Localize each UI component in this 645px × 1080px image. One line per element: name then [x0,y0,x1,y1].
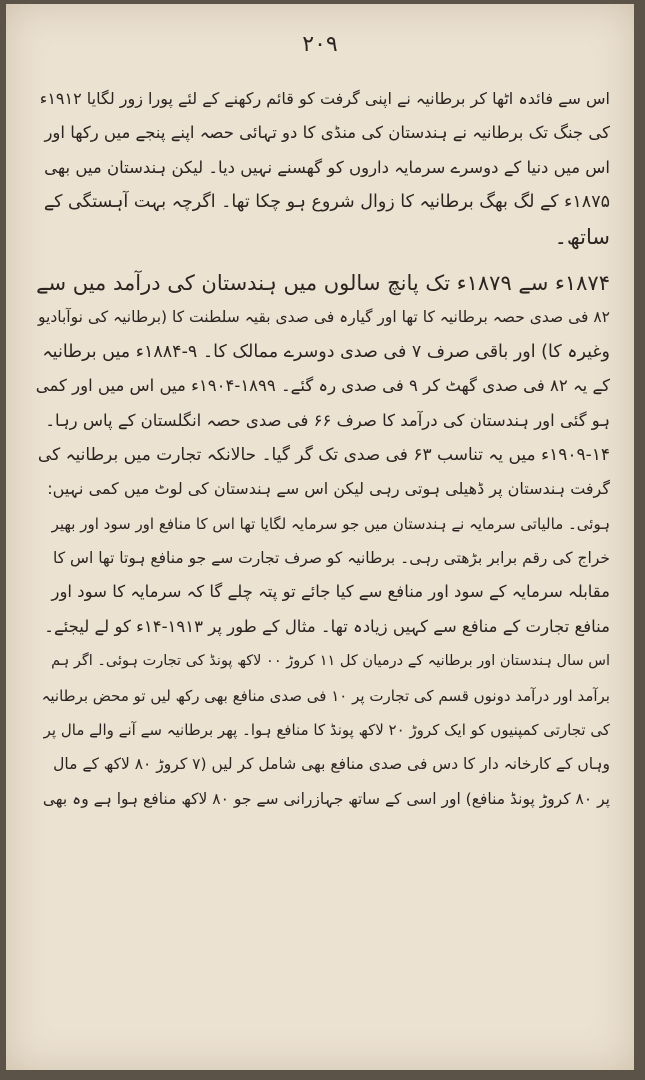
paragraph-gap [36,254,610,266]
text-line: برآمد اور درآمد دونوں قسم کی تجارت پر ۱۰ فی صدی منافع بھی رکھ لیں تو محض برطانیہ [41,686,610,705]
text-line: ساتھ۔ [554,224,610,249]
text-line: کی تجارتی کمپنیوں کو ایک کروڑ ۲۰ لاکھ پونڈ کا منافع ہوا۔ پھر برطانیہ سے آنے والے مال پر [43,721,610,740]
text-line: ۸۲ فی صدی حصہ برطانیہ کا تھا اور گیارہ فی صدی بقیہ سلطنت کا (برطانیہ کی نوآبادیو [38,308,610,327]
text-line: مقابلہ سرمایہ کے سود اور منافع سے کیا جائے تو پتہ چلے گا کہ سرمایہ کا سود اور [51,582,610,602]
text-line: کے یہ ۸۲ فی صدی گھٹ کر ۹ فی صدی رہ گئے۔ ۱۸۹۹-۱۹۰۴ء میں اس میں اور کمی [36,376,610,396]
text-line: اس سے فائدہ اٹھا کر برطانیہ نے اپنی گرفت کو قائم رکھنے کے لئے پورا زور لگایا ۱۹۱۲ء [39,89,610,108]
text-line: اس میں دنیا کے دوسرے سرمایہ داروں کو گھسنے نہیں دیا۔ لیکن ہندستان میں بھی [44,157,610,177]
text-line: وہاں کے کارخانہ دار کا دس فی صدی منافع بھی شامل کر لیں (۷ کروڑ ۸۰ لاکھ کے مال [53,755,610,774]
text-line: خراج کی رقم برابر بڑھتی رہی۔ برطانیہ کو صرف تجارت سے جو منافع ہوتا تھا اس کا [53,549,610,568]
text-line: وغیرہ کا) اور باقی صرف ۷ فی صدی دوسرے ممالک کا۔ ۹-۱۸۸۴ء میں برطانیہ [42,341,610,362]
text-line: منافع تجارت کے منافع سے کہیں زیادہ تھا۔ مثال کے طور پر ۱۹۱۳-۱۴ء کو لے لیجئے۔ [44,616,610,636]
body-text [36,82,610,816]
text-line: پر ۸۰ کروڑ پونڈ منافع) اور اسی کے ساتھ جہازرانی سے جو ۸۰ لاکھ منافع ہوا ہے وہ بھی [42,789,610,808]
text-line: اس سال ہندستان اور برطانیہ کے درمیان کل ۱۱ کروڑ ۰۰ لاکھ پونڈ کی تجارت ہوئی۔ اگر ہم [51,653,610,670]
book-page [6,4,634,1070]
text-line: ۱۹۰۹-۱۴ء میں یہ تناسب ۶۳ فی صدی تک گر گیا۔ حالانکہ تجارت میں برطانیہ کی [37,444,610,465]
text-line: ۱۸۷۵ء کے لگ بھگ برطانیہ کا زوال شروع ہو چکا تھا۔ اگرچہ بہت آہستگی کے [43,192,610,213]
text-line: ہوئی۔ مالیاتی سرمایہ نے ہندستان میں جو سرمایہ لگایا تھا اس کا منافع اور سود اور بھیر [51,514,610,533]
text-line: ہو گئی اور ہندستان کی درآمد کا صرف ۶۶ فی صدی حصہ انگلستان کے پاس رہا۔ [45,410,610,430]
text-line: گرفت ہندستان پر ڈھیلی ہوتی رہی لیکن اس سے ہندستان کی لوٹ میں کمی نہیں: [47,479,610,499]
text-line: کی جنگ تک برطانیہ نے ہندستان کی منڈی کا دو تہائی حصہ اپنے پنجے میں رکھا اور [44,123,610,143]
text-line: ۱۸۷۴ء سے ۱۸۷۹ء تک پانچ سالوں میں ہندستان کی درآمد میں سے [36,270,610,295]
page-number: ۲۰۹ [302,32,338,57]
